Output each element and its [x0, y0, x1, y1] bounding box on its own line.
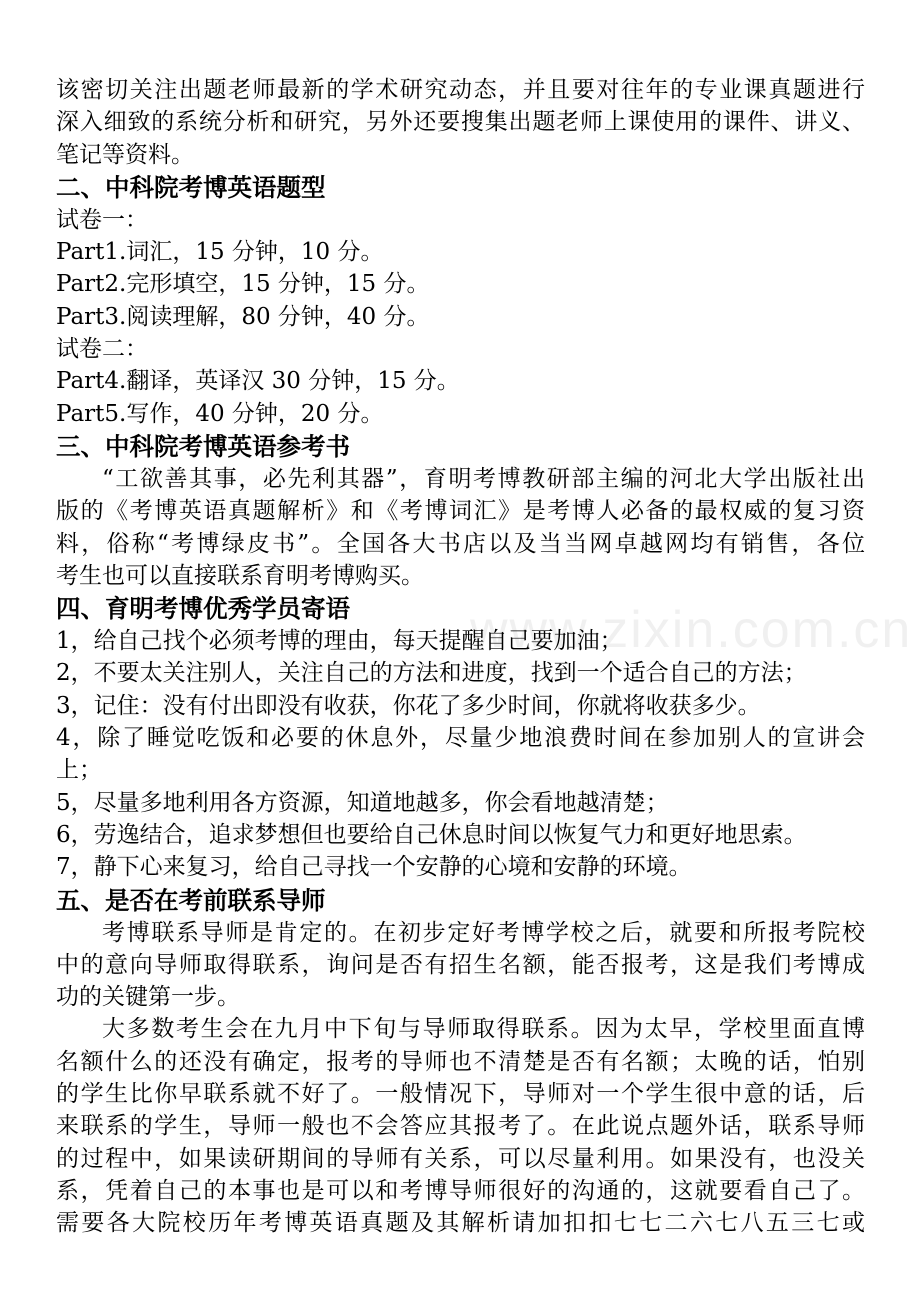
- supervisor-para2-line-1: 大多数考生会在九月中下旬与导师取得联系。因为太早，学校里面直博: [102, 1016, 865, 1043]
- watermark: www.zixin.com.cn: [470, 601, 913, 659]
- section-heading-reference-books: 三、中科院考博英语参考书: [56, 431, 350, 461]
- section-heading-student-advice: 四、育明考博优秀学员寄语: [56, 594, 350, 624]
- paper-one-label: 试卷一：: [56, 206, 148, 233]
- section-heading-question-types: 二、中科院考博英语题型: [56, 172, 326, 202]
- supervisor-para1-line-3: 功的关键第一步。: [56, 984, 240, 1011]
- reference-para-line-3: 料，俗称“考博绿皮书”。全国各大书店以及当当网卓越网均有销售，各位: [56, 530, 865, 557]
- advice-item-4-cont: 上；: [56, 757, 102, 784]
- intro-line-1: 该密切关注出题老师最新的学术研究动态，并且要对往年的专业课真题进行: [56, 77, 865, 103]
- supervisor-para2-line-2: 名额什么的还没有确定，报考的导师也不清楚是否有名额；太晚的话，怕别: [56, 1048, 865, 1075]
- paper-two-label: 试卷二：: [56, 336, 148, 363]
- supervisor-para1-line-2: 中的意向导师取得联系，询问是否有招生名额，能否报考，这是我们考博成: [56, 951, 865, 978]
- advice-item-3: 3，记住：没有付出即没有收获，你花了多少时间，你就将收获多少。: [56, 692, 761, 719]
- reference-para-line-2: 版的《考博英语真题解析》和《考博词汇》是考博人必备的最权威的复习资: [56, 498, 865, 525]
- advice-item-1: 1，给自己找个必须考博的理由，每天提醒自己要加油；: [56, 628, 623, 655]
- advice-item-2: 2，不要太关注别人，关注自己的方法和进度，找到一个适合自己的方法；: [56, 660, 807, 687]
- supervisor-para2-line-4: 来联系的学生，导师一般也不会答应其报考了。在此说点题外话，联系导师: [56, 1113, 865, 1140]
- advice-item-7: 7，静下心来复习，给自己寻找一个安静的心境和安静的环境。: [56, 854, 692, 881]
- advice-item-4: 4，除了睡觉吃饭和必要的休息外，尽量少地浪费时间在参加别人的宣讲会: [56, 725, 865, 752]
- intro-line-2: 深入细致的系统分析和研究，另外还要搜集出题老师上课使用的课件、讲义、: [56, 109, 865, 136]
- reference-para-line-4: 考生也可以直接联系育明考博购买。: [56, 562, 424, 589]
- supervisor-para2-line-7: 需要各大院校历年考博英语真题及其解析请加扣扣七七二六七八五三七或: [56, 1210, 865, 1237]
- part1-line: Part1.词汇，15 分钟，10 分。: [56, 239, 384, 266]
- section-heading-contact-supervisor: 五、是否在考前联系导师: [56, 885, 326, 915]
- part4-line: Part4.翻译，英译汉 30 分钟，15 分。: [56, 368, 460, 395]
- part2-line: Part2.完形填空，15 分钟，15 分。: [56, 271, 430, 298]
- part3-line: Part3.阅读理解，80 分钟，40 分。: [56, 303, 430, 330]
- intro-line-3: 笔记等资料。: [56, 141, 194, 168]
- supervisor-para2-line-6: 系，凭着自己的本事也是可以和考博导师很好的沟通的，这就要看自己了。: [56, 1177, 865, 1204]
- supervisor-para1-line-1: 考博联系导师是肯定的。在初步定好考博学校之后，就要和所报考院校: [102, 919, 865, 946]
- supervisor-para2-line-3: 的学生比你早联系就不好了。一般情况下，导师对一个学生很中意的话，后: [56, 1081, 865, 1108]
- reference-para-line-1: “工欲善其事，必先利其器”，育明考博教研部主编的河北大学出版社出: [102, 465, 865, 492]
- supervisor-para2-line-5: 的过程中，如果读研期间的导师有关系，可以尽量利用。如果没有，也没关: [56, 1145, 865, 1172]
- advice-item-5: 5，尽量多地利用各方资源，知道地越多，你会看地越清楚；: [56, 789, 669, 816]
- advice-item-6: 6，劳逸结合，追求梦想但也要给自己休息时间以恢复气力和更好地思索。: [56, 821, 807, 848]
- part5-line: Part5.写作，40 分钟，20 分。: [56, 400, 384, 427]
